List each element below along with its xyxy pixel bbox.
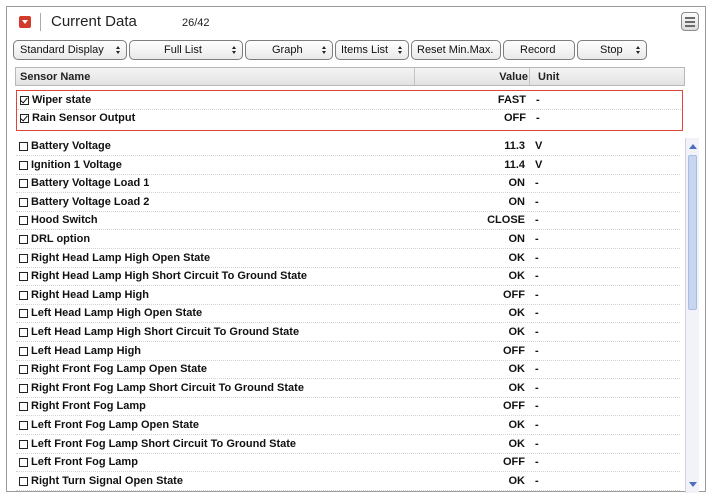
updown-arrow-icon [636, 46, 641, 55]
sensor-name: Right Head Lamp High Short Circuit To Ground State [31, 270, 308, 283]
sensor-name: Right Head Lamp High Open State [31, 251, 211, 264]
sensor-value: OK [508, 251, 525, 264]
sensor-name: Ignition 1 Voltage [31, 158, 122, 171]
sensor-value: 11.4 [504, 158, 525, 171]
row-checkbox[interactable] [19, 161, 28, 170]
sensor-unit: - [536, 112, 540, 124]
sensor-unit: - [535, 270, 539, 283]
row-checkbox[interactable] [19, 216, 28, 225]
sensor-name: Hood Switch [31, 214, 98, 227]
sensor-unit: - [535, 381, 539, 394]
sensor-value: OK [508, 381, 525, 394]
row-checkbox[interactable] [19, 328, 28, 337]
graph-label: Graph [272, 44, 303, 56]
menu-icon-line [685, 21, 695, 23]
graph-select[interactable] [245, 40, 333, 60]
updown-arrow-icon [398, 46, 403, 55]
sensor-name: Battery Voltage [31, 140, 111, 152]
sensor-unit: - [535, 195, 539, 208]
sensor-unit: - [535, 344, 539, 357]
table-row[interactable] [17, 92, 681, 110]
table-row[interactable] [16, 250, 680, 268]
reset-min-max-button[interactable] [411, 40, 501, 60]
sensor-value: OK [508, 270, 525, 283]
scroll-down-icon[interactable] [689, 482, 697, 487]
table-row[interactable] [16, 454, 680, 472]
sensor-name: Right Front Fog Lamp Open State [31, 363, 207, 376]
stop-label: Stop [600, 44, 623, 56]
row-checkbox[interactable] [19, 384, 28, 393]
sensor-unit: - [535, 288, 539, 301]
table-row[interactable] [16, 287, 680, 305]
sensor-name: DRL option [31, 233, 91, 245]
column-header-unit: Unit [538, 71, 560, 83]
sensor-value: ON [508, 177, 525, 190]
table-row[interactable] [16, 343, 680, 361]
sensor-name: Rain Sensor Output [32, 112, 136, 124]
sensor-name: Left Front Fog Lamp Open State [31, 419, 200, 431]
pinned-rows [16, 90, 683, 131]
header-divider [40, 13, 41, 31]
sensor-unit: - [535, 363, 539, 376]
row-checkbox[interactable] [19, 291, 28, 300]
sensor-name: Right Front Fog Lamp [31, 400, 146, 413]
sensor-value: CLOSE [487, 214, 525, 227]
record-label: Record [520, 44, 556, 56]
menu-icon [685, 17, 695, 19]
collapse-arrow-icon[interactable] [19, 16, 31, 28]
row-checkbox[interactable] [19, 477, 28, 486]
table-row[interactable] [16, 305, 680, 323]
column-header-sensor[interactable]: Sensor Name [20, 71, 91, 83]
row-checkbox[interactable] [19, 235, 28, 244]
sensor-unit: - [535, 251, 539, 264]
row-checkbox[interactable] [19, 421, 28, 430]
table-row[interactable] [16, 231, 680, 249]
table-row[interactable] [16, 398, 680, 416]
sensor-value: OFF [503, 344, 525, 357]
header-bar [7, 7, 705, 37]
standard-display-select[interactable] [13, 40, 127, 60]
sensor-value: ON [508, 233, 525, 245]
table-row[interactable] [16, 212, 680, 230]
table-row[interactable] [16, 138, 680, 156]
table-row[interactable] [16, 324, 680, 342]
sensor-name: Wiper state [32, 94, 92, 106]
sensor-value: 11.3 [504, 140, 525, 152]
item-count: 26/42 [182, 17, 210, 29]
sensor-value: OFF [503, 456, 525, 469]
row-checkbox[interactable] [19, 142, 28, 151]
row-checkbox[interactable] [20, 96, 29, 105]
sensor-unit: - [535, 177, 539, 190]
sensor-value: OK [508, 419, 525, 431]
table-row[interactable] [16, 417, 680, 435]
sensor-value: FAST [497, 94, 526, 106]
column-header-value-cell[interactable] [414, 68, 530, 85]
table-row[interactable] [16, 473, 680, 491]
row-checkbox[interactable] [19, 254, 28, 263]
sensor-name: Left Head Lamp High [31, 344, 142, 357]
items-list-label: Items List [341, 44, 389, 56]
standard-display-label: Standard Display [20, 44, 104, 56]
sensor-unit: - [535, 326, 539, 338]
updown-arrow-icon [116, 46, 121, 55]
sensor-name: Left Head Lamp High Open State [31, 307, 203, 320]
full-list-label: Full List [164, 44, 202, 56]
table-row[interactable] [16, 175, 680, 193]
scroll-thumb[interactable] [688, 155, 697, 310]
table-row[interactable] [16, 436, 680, 454]
column-header-unit-cell[interactable] [529, 68, 685, 85]
table-row[interactable] [16, 157, 680, 175]
reset-label: Reset Min.Max. [417, 44, 494, 56]
sensor-value: OK [508, 363, 525, 376]
row-checkbox[interactable] [19, 198, 28, 207]
sensor-unit: - [535, 474, 539, 487]
sensor-unit: - [535, 419, 539, 431]
row-checkbox[interactable] [19, 309, 28, 318]
row-checkbox[interactable] [19, 458, 28, 467]
current-data-window [6, 6, 706, 492]
menu-button[interactable] [681, 12, 699, 31]
sensor-unit: - [535, 437, 539, 450]
sensor-unit: - [535, 400, 539, 413]
sensor-name: Left Head Lamp High Short Circuit To Ground State [31, 326, 300, 338]
sensor-list [16, 138, 683, 493]
sensor-value: OFF [503, 288, 525, 301]
row-checkbox[interactable] [19, 365, 28, 374]
scroll-up-icon[interactable] [689, 144, 697, 149]
sensor-unit: V [535, 158, 543, 171]
sensor-unit: - [535, 307, 539, 320]
sensor-unit: V [535, 140, 543, 152]
items-list-select[interactable] [335, 40, 409, 60]
sensor-value: OK [508, 307, 525, 320]
row-checkbox[interactable] [19, 179, 28, 188]
sensor-value: OK [508, 326, 525, 338]
page-title: Current Data [51, 13, 137, 30]
menu-icon-line [685, 25, 695, 27]
table-header [15, 67, 685, 86]
stop-select[interactable] [577, 40, 647, 60]
sensor-value: OK [508, 437, 525, 450]
sensor-value: OK [508, 474, 525, 487]
sensor-value: OFF [504, 112, 526, 124]
row-checkbox[interactable] [19, 272, 28, 281]
row-checkbox[interactable] [20, 114, 29, 123]
vertical-scrollbar[interactable] [685, 138, 699, 493]
sensor-name: Right Head Lamp High [31, 288, 149, 301]
table-row[interactable] [16, 268, 680, 286]
table-row[interactable] [16, 361, 680, 379]
row-checkbox[interactable] [19, 440, 28, 449]
sensor-value: OFF [503, 400, 525, 413]
updown-arrow-icon [232, 46, 237, 55]
sensor-name: Battery Voltage Load 1 [31, 177, 150, 190]
sensor-unit: - [535, 456, 539, 469]
row-checkbox[interactable] [19, 402, 28, 411]
sensor-name: Right Front Fog Lamp Short Circuit To Ground State [31, 381, 304, 394]
sensor-name: Battery Voltage Load 2 [31, 195, 150, 208]
sensor-unit: - [535, 214, 539, 227]
column-header-value: Value [499, 71, 528, 83]
row-checkbox[interactable] [19, 347, 28, 356]
sensor-name: Left Front Fog Lamp [31, 456, 138, 469]
sensor-unit: - [535, 233, 539, 245]
sensor-name: Left Front Fog Lamp Short Circuit To Ground State [31, 437, 296, 450]
sensor-value: ON [508, 195, 525, 208]
updown-arrow-icon [322, 46, 327, 55]
full-list-select[interactable] [129, 40, 243, 60]
sensor-unit: - [536, 94, 540, 106]
table-row[interactable] [16, 194, 680, 212]
table-row[interactable] [17, 110, 681, 128]
sensor-name: Right Turn Signal Open State [31, 474, 183, 487]
table-row[interactable] [16, 380, 680, 398]
record-button[interactable] [503, 40, 575, 60]
